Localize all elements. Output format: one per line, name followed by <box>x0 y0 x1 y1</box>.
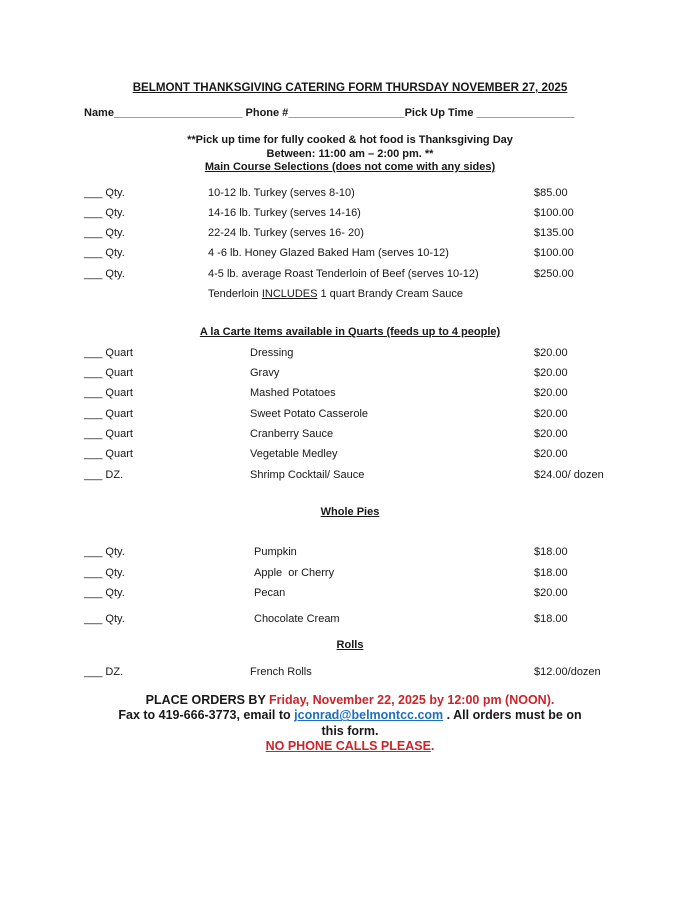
qty-cell <box>84 203 208 223</box>
item-price: $20.00 <box>534 427 568 440</box>
a-la-carte-rows <box>84 343 616 485</box>
item-price: $18.00 <box>534 612 568 625</box>
empty-cell <box>84 284 208 304</box>
qty-blank: ___ <box>84 267 103 280</box>
qty-cell <box>84 465 250 485</box>
item-description: Apple or Cherry <box>254 566 335 579</box>
qty-blank: ___ <box>84 227 103 240</box>
whole-pies-rows <box>84 542 616 629</box>
a-la-carte-row <box>84 404 616 424</box>
qty-cell <box>84 542 254 562</box>
qty-unit-label: Qty. <box>105 186 125 199</box>
place-orders-prefix: PLACE ORDERS BY <box>145 692 270 707</box>
whole-pies-row <box>84 542 616 562</box>
tenderloin-note: Tenderloin INCLUDES 1 quart Brandy Cream Sauce <box>208 287 463 300</box>
item-description: Shrimp Cocktail/ Sauce <box>250 468 365 481</box>
item-description: Sweet Potato Casserole <box>250 407 369 420</box>
qty-blank: ___ <box>84 427 103 440</box>
qty-unit-label: Quart <box>105 427 133 440</box>
qty-blank: ___ <box>84 546 103 559</box>
whole-pies-row <box>84 583 616 603</box>
item-description: Cranberry Sauce <box>250 427 334 440</box>
qty-cell <box>84 183 208 203</box>
main-course-row <box>84 264 616 284</box>
pickup-notice-line1: **Pick up time for fully cooked & hot food is Thanksgiving Day <box>187 134 513 146</box>
qty-unit-label: DZ. <box>105 665 124 678</box>
qty-blank: ___ <box>84 566 103 579</box>
qty-cell <box>84 424 250 444</box>
item-price: $18.00 <box>534 566 568 579</box>
this-form-line: this form. <box>321 723 379 738</box>
item-description: 4 -6 lb. Honey Glazed Baked Ham (serves 10-12) <box>208 247 449 260</box>
item-description: 10-12 lb. Turkey (serves 8-10) <box>208 186 355 199</box>
item-price: $20.00 <box>534 586 568 599</box>
whole-pies-row <box>84 563 616 583</box>
contact-fields-line <box>84 106 616 120</box>
item-description: Dressing <box>250 346 294 359</box>
rolls-rows <box>84 662 616 682</box>
orders-deadline-text: Friday, November 22, 2025 by 12:00 pm (NOON). <box>269 692 555 707</box>
main-course-row <box>84 243 616 263</box>
qty-cell <box>84 563 254 583</box>
item-price: $20.00 <box>534 387 568 400</box>
whole-pies-row <box>84 609 616 629</box>
name-label: Name <box>84 107 114 119</box>
qty-cell <box>84 363 250 383</box>
phone-label: Phone # <box>245 107 289 119</box>
qty-blank: ___ <box>84 468 103 481</box>
item-description: French Rolls <box>250 665 312 678</box>
section-heading-a-la-carte: A la Carte Items available in Quarts (feeds up to 4 people) <box>199 326 501 339</box>
qty-cell <box>84 444 250 464</box>
includes-underlined-text: INCLUDES <box>261 287 318 300</box>
qty-cell <box>84 343 250 363</box>
item-price: $100.00 <box>534 247 574 260</box>
item-description: Mashed Potatoes <box>250 387 336 400</box>
item-description: 22-24 lb. Turkey (serves 16- 20) <box>208 227 364 240</box>
item-description: Gravy <box>250 367 280 380</box>
item-price: $250.00 <box>534 267 574 280</box>
main-course-rows <box>84 183 616 305</box>
pickup-time-blank: ________________ <box>476 107 575 119</box>
qty-blank: ___ <box>84 665 103 678</box>
qty-unit-label: DZ. <box>105 468 124 481</box>
qty-unit-label: Qty. <box>105 247 125 260</box>
qty-cell <box>84 264 208 284</box>
qty-cell <box>84 583 254 603</box>
qty-unit-label: Qty. <box>105 206 125 219</box>
tenderloin-note-row <box>84 284 616 304</box>
a-la-carte-row <box>84 343 616 363</box>
item-description: Chocolate Cream <box>254 612 340 625</box>
qty-blank: ___ <box>84 186 103 199</box>
main-course-row <box>84 203 616 223</box>
a-la-carte-row <box>84 363 616 383</box>
fax-instruction-text: Fax to 419-666-3773, email to <box>118 708 295 723</box>
form-title-text: BELMONT THANKSGIVING CATERING FORM THURSDAY NOVEMBER 27, 2025 <box>132 81 568 94</box>
no-phone-calls-period: . <box>430 739 435 754</box>
place-orders-line <box>84 693 616 709</box>
item-price: $85.00 <box>534 186 568 199</box>
rolls-row <box>84 662 616 682</box>
qty-blank: ___ <box>84 367 103 380</box>
item-price: $24.00/ dozen <box>534 468 604 481</box>
section-heading-main-course: Main Course Selections (does not come with any sides) <box>204 161 496 173</box>
name-blank: _____________________ <box>113 107 243 119</box>
qty-unit-label: Qty. <box>105 267 125 280</box>
section-heading-rolls: Rolls <box>336 639 364 652</box>
qty-unit-label: Qty. <box>105 612 125 625</box>
qty-blank: ___ <box>84 247 103 260</box>
no-phone-calls-text: NO PHONE CALLS PLEASE <box>265 739 431 754</box>
qty-cell <box>84 609 254 629</box>
qty-blank: ___ <box>84 586 103 599</box>
qty-unit-label: Qty. <box>105 546 125 559</box>
pickup-notice-line2: Between: 11:00 am – 2:00 pm. ** <box>266 147 434 160</box>
item-price: $12.00/dozen <box>534 665 601 678</box>
qty-cell <box>84 383 250 403</box>
pickup-notice <box>84 134 616 175</box>
item-price: $18.00 <box>534 546 568 559</box>
qty-cell <box>84 243 208 263</box>
qty-blank: ___ <box>84 387 103 400</box>
qty-unit-label: Qty. <box>105 566 125 579</box>
qty-cell <box>84 662 250 682</box>
no-phone-calls-line <box>84 739 616 755</box>
item-description: Pecan <box>254 586 286 599</box>
item-price: $20.00 <box>534 448 568 461</box>
item-description: 4-5 lb. average Roast Tenderloin of Beef (serves 10-12) <box>208 267 479 280</box>
qty-blank: ___ <box>84 346 103 359</box>
item-description: Vegetable Medley <box>250 448 338 461</box>
phone-blank: ___________________ <box>288 107 405 119</box>
qty-unit-label: Qty. <box>105 227 125 240</box>
fax-suffix-text: . All orders must be on <box>443 708 582 723</box>
form-title <box>84 81 616 95</box>
order-instructions <box>84 693 616 755</box>
a-la-carte-row <box>84 444 616 464</box>
qty-unit-label: Quart <box>105 346 133 359</box>
qty-unit-label: Qty. <box>105 586 125 599</box>
section-heading-whole-pies: Whole Pies <box>320 505 380 518</box>
item-price: $20.00 <box>534 346 568 359</box>
main-course-row <box>84 223 616 243</box>
main-course-row <box>84 183 616 203</box>
qty-cell <box>84 223 208 243</box>
qty-blank: ___ <box>84 448 103 461</box>
item-price: $20.00 <box>534 407 568 420</box>
item-description: Pumpkin <box>254 546 297 559</box>
a-la-carte-row <box>84 465 616 485</box>
email-link[interactable]: jconrad@belmontcc.com <box>294 708 444 723</box>
qty-blank: ___ <box>84 407 103 420</box>
qty-unit-label: Quart <box>105 367 133 380</box>
pickup-time-label: Pick Up Time <box>404 107 474 119</box>
fax-email-line <box>84 708 616 724</box>
qty-blank: ___ <box>84 612 103 625</box>
item-description: 14-16 lb. Turkey (serves 14-16) <box>208 206 361 219</box>
a-la-carte-row <box>84 383 616 403</box>
qty-blank: ___ <box>84 206 103 219</box>
a-la-carte-row <box>84 424 616 444</box>
qty-unit-label: Quart <box>105 387 133 400</box>
item-price: $135.00 <box>534 227 574 240</box>
item-price: $100.00 <box>534 206 574 219</box>
item-price: $20.00 <box>534 367 568 380</box>
qty-cell <box>84 404 250 424</box>
qty-unit-label: Quart <box>105 448 133 461</box>
qty-unit-label: Quart <box>105 407 133 420</box>
